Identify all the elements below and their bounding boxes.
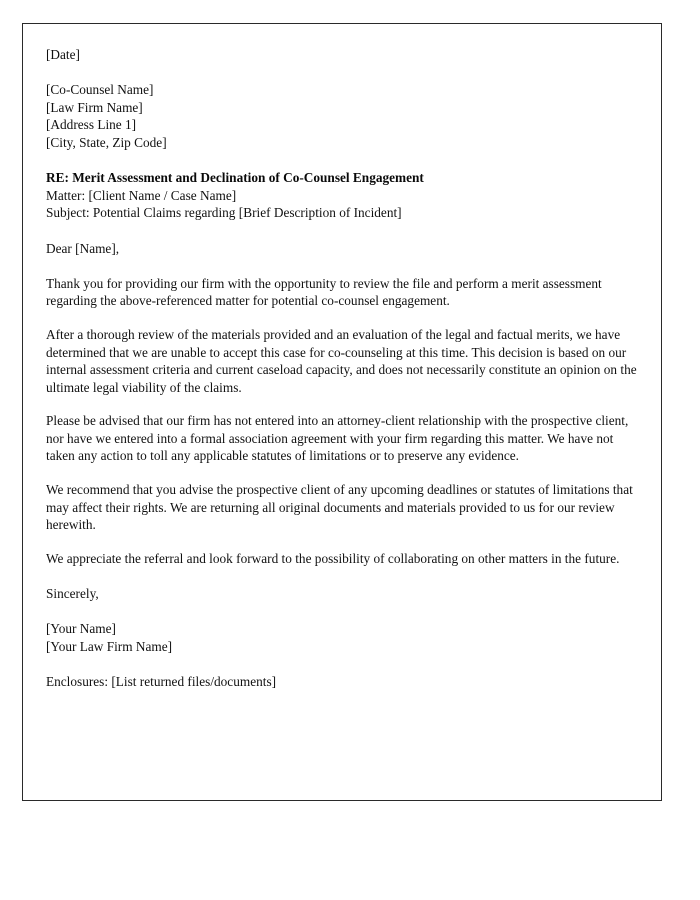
closing-salutation: Sincerely, xyxy=(46,586,99,602)
re-heading: RE: Merit Assessment and Declination of Co-Counsel Engagement xyxy=(46,170,424,186)
body-paragraph: We appreciate the referral and look forward to the possibility of collaborating on other matters in the future. xyxy=(46,550,620,566)
salutation: Dear [Name], xyxy=(46,240,120,256)
signature-block xyxy=(46,620,638,655)
enclosures-line: Enclosures: [List returned files/documents] xyxy=(46,674,277,689)
body-paragraph: After a thorough review of the materials provided and an evaluation of the legal and factual merits, we have determined that we are unable to accept this case for co-counseling at this time. This decision is based on our internal assessment criteria and current caseload capacity, and does not necessarily constitute an opinion on the ultimate legal viability of the claims. xyxy=(46,326,637,395)
document-page-frame xyxy=(22,23,662,801)
subject-header-block xyxy=(46,169,638,222)
body-paragraph: Please be advised that our firm has not entered into an attorney-client relationship with the prospective client, nor have we entered into a formal association agreement with your firm regarding this matter. We have not taken any action to toll any applicable statutes of limitations or to preserve any evidence. xyxy=(46,413,629,464)
address-line: [Law Firm Name] xyxy=(46,99,143,115)
signature-name: [Your Name] xyxy=(46,621,116,637)
date-placeholder: [Date] xyxy=(46,47,80,62)
matter-line: Matter: [Client Name / Case Name] xyxy=(46,187,237,203)
address-line: [Address Line 1] xyxy=(46,117,137,133)
body-paragraph: Thank you for providing our firm with the opportunity to review the file and perform a merit assessment regarding the above-referenced matter for potential co-counsel engagement. xyxy=(46,275,602,309)
letter-body xyxy=(46,46,638,691)
subject-line: Subject: Potential Claims regarding [Brief Description of Incident] xyxy=(46,205,402,221)
body-paragraph: We recommend that you advise the prospective client of any upcoming deadlines or statutes of limitations that may affect their rights. We are returning all original documents and materials provided to us for our review herewith. xyxy=(46,482,633,533)
address-line: [City, State, Zip Code] xyxy=(46,134,167,150)
address-line: [Co-Counsel Name] xyxy=(46,82,154,98)
signature-firm: [Your Law Firm Name] xyxy=(46,638,173,654)
recipient-address-block xyxy=(46,81,638,151)
